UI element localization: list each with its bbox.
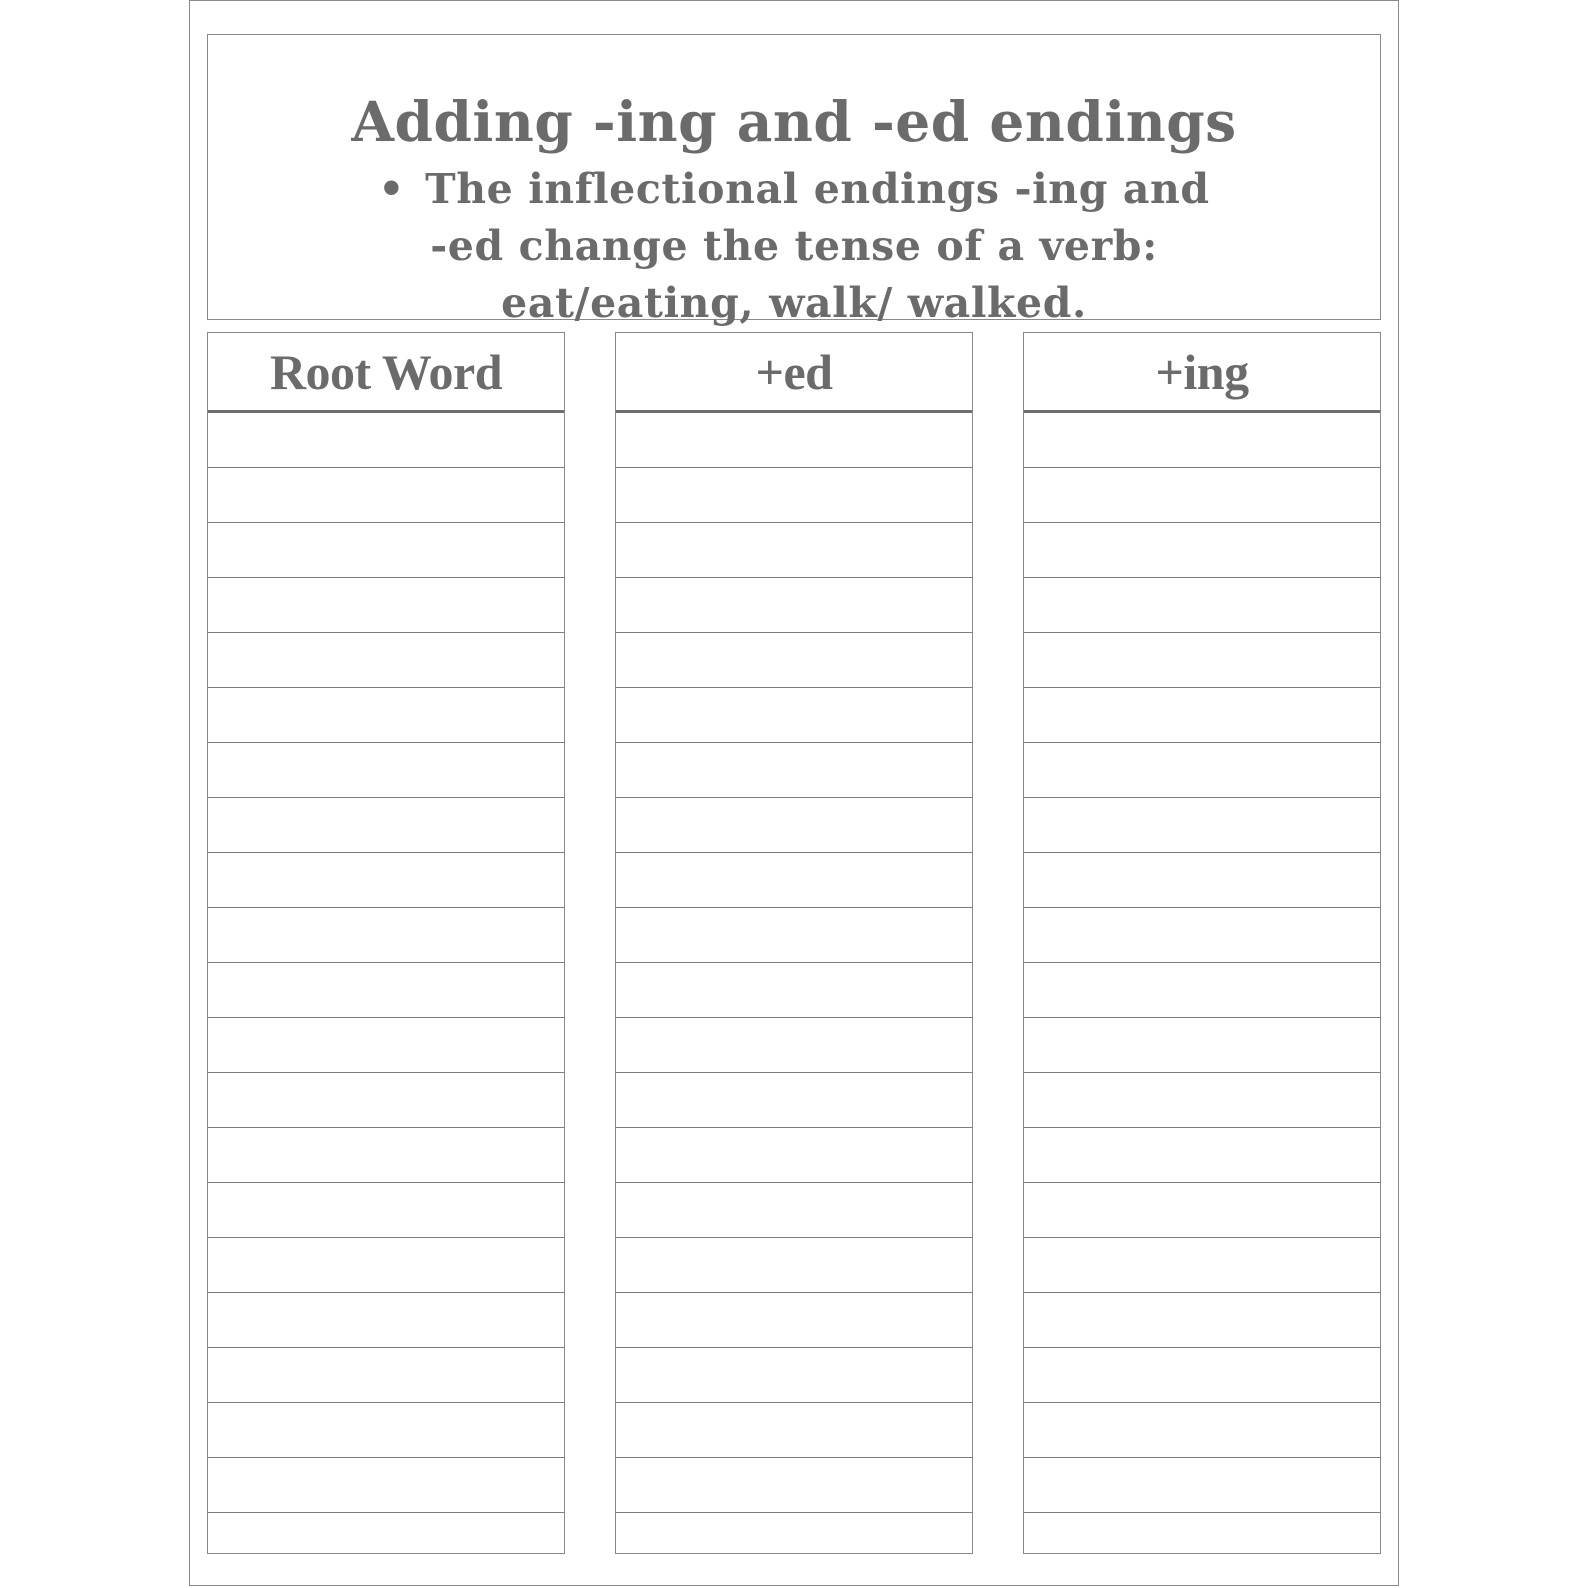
writing-row[interactable] xyxy=(208,963,564,1018)
writing-rows xyxy=(616,413,972,1553)
instruction-line-3: eat/eating, walk/ walked. xyxy=(501,279,1087,327)
writing-row[interactable] xyxy=(208,633,564,688)
writing-row[interactable] xyxy=(616,578,972,633)
writing-row[interactable] xyxy=(208,1513,564,1553)
writing-row[interactable] xyxy=(1024,1403,1380,1458)
writing-row[interactable] xyxy=(1024,523,1380,578)
column-root-word xyxy=(207,332,565,1554)
writing-row[interactable] xyxy=(1024,468,1380,523)
writing-row[interactable] xyxy=(1024,963,1380,1018)
writing-row[interactable] xyxy=(616,1513,972,1553)
writing-row[interactable] xyxy=(208,1183,564,1238)
writing-row[interactable] xyxy=(208,1238,564,1293)
writing-row[interactable] xyxy=(1024,908,1380,963)
writing-row[interactable] xyxy=(616,798,972,853)
column-plus-ing xyxy=(1023,332,1381,1554)
writing-row[interactable] xyxy=(616,963,972,1018)
writing-row[interactable] xyxy=(616,688,972,743)
instruction-text-1: The inflectional endings -ing and xyxy=(425,165,1210,213)
writing-row[interactable] xyxy=(616,1183,972,1238)
writing-row[interactable] xyxy=(208,413,564,468)
writing-row[interactable] xyxy=(208,578,564,633)
writing-row[interactable] xyxy=(616,1073,972,1128)
writing-row[interactable] xyxy=(208,1403,564,1458)
writing-row[interactable] xyxy=(616,1348,972,1403)
worksheet-title: Adding -ing and -ed endings xyxy=(351,89,1237,154)
writing-rows xyxy=(208,413,564,1553)
writing-row[interactable] xyxy=(1024,853,1380,908)
writing-row[interactable] xyxy=(1024,578,1380,633)
writing-row[interactable] xyxy=(1024,1018,1380,1073)
writing-row[interactable] xyxy=(208,1018,564,1073)
instructions-box xyxy=(207,34,1381,327)
writing-row[interactable] xyxy=(208,743,564,798)
writing-row[interactable] xyxy=(616,743,972,798)
writing-row[interactable] xyxy=(208,1293,564,1348)
writing-row[interactable] xyxy=(1024,743,1380,798)
writing-row[interactable] xyxy=(208,1073,564,1128)
writing-row[interactable] xyxy=(616,908,972,963)
writing-row[interactable] xyxy=(1024,1073,1380,1128)
writing-row[interactable] xyxy=(616,853,972,908)
writing-row[interactable] xyxy=(208,908,564,963)
writing-row[interactable] xyxy=(616,413,972,468)
writing-rows xyxy=(1024,413,1380,1553)
writing-row[interactable] xyxy=(616,1403,972,1458)
column-heading-plus-ed: +ed xyxy=(616,333,972,413)
writing-row[interactable] xyxy=(1024,1293,1380,1348)
column-heading-root-word: Root Word xyxy=(208,333,564,413)
writing-row[interactable] xyxy=(1024,798,1380,853)
writing-row[interactable] xyxy=(616,1128,972,1183)
writing-row[interactable] xyxy=(1024,688,1380,743)
writing-row[interactable] xyxy=(616,1458,972,1513)
writing-row[interactable] xyxy=(616,633,972,688)
writing-row[interactable] xyxy=(616,1018,972,1073)
writing-row[interactable] xyxy=(1024,1183,1380,1238)
writing-row[interactable] xyxy=(1024,413,1380,468)
column-plus-ed xyxy=(615,332,973,1554)
writing-row[interactable] xyxy=(208,1458,564,1513)
writing-row[interactable] xyxy=(1024,1513,1380,1553)
writing-row[interactable] xyxy=(208,1128,564,1183)
writing-row[interactable] xyxy=(208,468,564,523)
writing-row[interactable] xyxy=(1024,1348,1380,1403)
writing-row[interactable] xyxy=(208,1348,564,1403)
writing-row[interactable] xyxy=(208,853,564,908)
writing-row[interactable] xyxy=(1024,1458,1380,1513)
writing-row[interactable] xyxy=(1024,1238,1380,1293)
writing-row[interactable] xyxy=(616,523,972,578)
instruction-line-2: -ed change the tense of a verb: xyxy=(430,222,1158,270)
writing-row[interactable] xyxy=(208,688,564,743)
writing-row[interactable] xyxy=(1024,633,1380,688)
writing-row[interactable] xyxy=(616,1238,972,1293)
writing-row[interactable] xyxy=(208,523,564,578)
instruction-line-1 xyxy=(208,161,1380,217)
writing-row[interactable] xyxy=(616,1293,972,1348)
writing-row[interactable] xyxy=(208,798,564,853)
bullet-icon: • xyxy=(378,165,406,213)
writing-row[interactable] xyxy=(1024,1128,1380,1183)
writing-row[interactable] xyxy=(616,468,972,523)
column-heading-plus-ing: +ing xyxy=(1024,333,1380,413)
